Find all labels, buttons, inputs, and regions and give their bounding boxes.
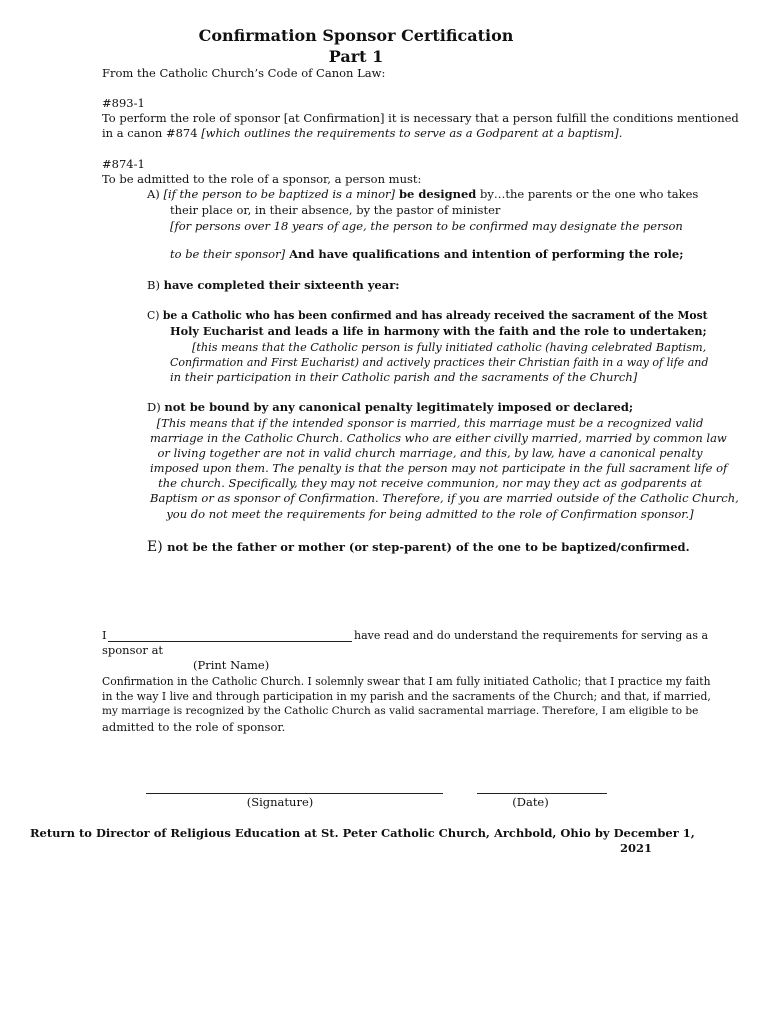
oath-text-line6: admitted to the role of sponsor.	[102, 720, 286, 734]
canon-893-heading: #893-1	[102, 96, 145, 110]
date-label: (Date)	[512, 795, 549, 809]
canon-874-heading: #874-1	[102, 157, 145, 171]
requirement-a: A) [if the person to be baptized is a minor] be designed by…the parents or the one who takes	[147, 187, 699, 201]
requirement-c-note2: Confirmation and First Eucharist) and actively practices their Christian faith in a way of life and	[170, 356, 709, 369]
requirement-d-note6: Baptism or as sponsor of Confirmation. Therefore, if you are married outside of the Catholic Church,	[150, 491, 739, 505]
requirement-c: C) be a Catholic who has been confirmed and has already received the sacrament of the Most	[147, 309, 708, 322]
oath-i-label: I	[102, 628, 107, 642]
print-name-label: (Print Name)	[193, 658, 270, 672]
requirement-e: E) not be the father or mother (or step-parent) of the one to be baptized/confirmed.	[147, 539, 690, 555]
requirement-d-note2: marriage in the Catholic Church. Catholics who are either civilly married, married by common law	[150, 431, 727, 445]
oath-text-line1: have read and do understand the requirements for serving as a	[354, 629, 709, 642]
requirement-c-note3: in their participation in their Catholic parish and the sacraments of the Church]	[170, 370, 638, 384]
requirement-b: B) have completed their sixteenth year:	[147, 278, 400, 292]
page-title: Confirmation Sponsor Certification	[198, 26, 514, 45]
requirement-a-line2: their place or, in their absence, by the pastor of minister	[170, 203, 501, 217]
return-year: 2021	[619, 841, 652, 855]
requirement-d: D) not be bound by any canonical penalty legitimately imposed or declared;	[147, 400, 634, 414]
canon-893-text: To perform the role of sponsor [at Confirmation] it is necessary that a person fulfill the conditions mentioned	[102, 111, 739, 125]
requirement-d-note7: you do not meet the requirements for being admitted to the role of Confirmation sponsor.]	[166, 507, 694, 521]
oath-text-line4: in the way I live and through participation in my parish and the sacraments of the Church; and that, if married,	[102, 690, 711, 703]
return-instructions: Return to Director of Religious Education at St. Peter Catholic Church, Archbold, Ohio by December 1,	[30, 826, 695, 840]
requirement-d-note5: the church. Specifically, they may not receive communion, nor may they act as godparents at	[158, 476, 702, 490]
requirement-a-line4: to be their sponsor] And have qualifications and intention of performing the role;	[170, 247, 684, 261]
oath-text-line3: Confirmation in the Catholic Church. I solemnly swear that I am fully initiated Catholic; that I practice my faith	[102, 675, 711, 688]
requirement-d-note4: imposed upon them. The penalty is that the person may not participate in the full sacrament life of	[150, 461, 728, 475]
signature-label: (Signature)	[246, 795, 314, 809]
canon-893-text-line2: in a canon #874 [which outlines the requirements to serve as a Godparent at a baptism].	[102, 126, 623, 140]
requirement-d-note3: or living together are not in valid church marriage, and this, by law, have a canonical penalty	[157, 446, 703, 460]
date-line[interactable]	[477, 793, 607, 794]
intro-text: From the Catholic Church’s Code of Canon Law:	[102, 66, 386, 80]
page-subtitle: Part 1	[328, 47, 384, 66]
requirement-d-note1: [This means that if the intended sponsor is married, this marriage must be a recognized valid	[156, 416, 704, 430]
signature-line[interactable]	[146, 793, 443, 794]
requirement-c-line2: Holy Eucharist and leads a life in harmony with the faith and the role to undertaken;	[170, 324, 707, 338]
print-name-blank[interactable]	[108, 641, 352, 642]
requirement-c-note1: [this means that the Catholic person is fully initiated catholic (having celebrated Baptism,	[192, 341, 707, 354]
requirement-a-line3: [for persons over 18 years of age, the person to be confirmed may designate the person	[170, 219, 683, 233]
oath-text-line5: my marriage is recognized by the Catholic Church as valid sacramental marriage. Therefore, I am eligible to be	[102, 705, 699, 717]
oath-text-line2: sponsor at	[102, 643, 164, 657]
canon-874-lead: To be admitted to the role of a sponsor, a person must:	[102, 172, 422, 186]
